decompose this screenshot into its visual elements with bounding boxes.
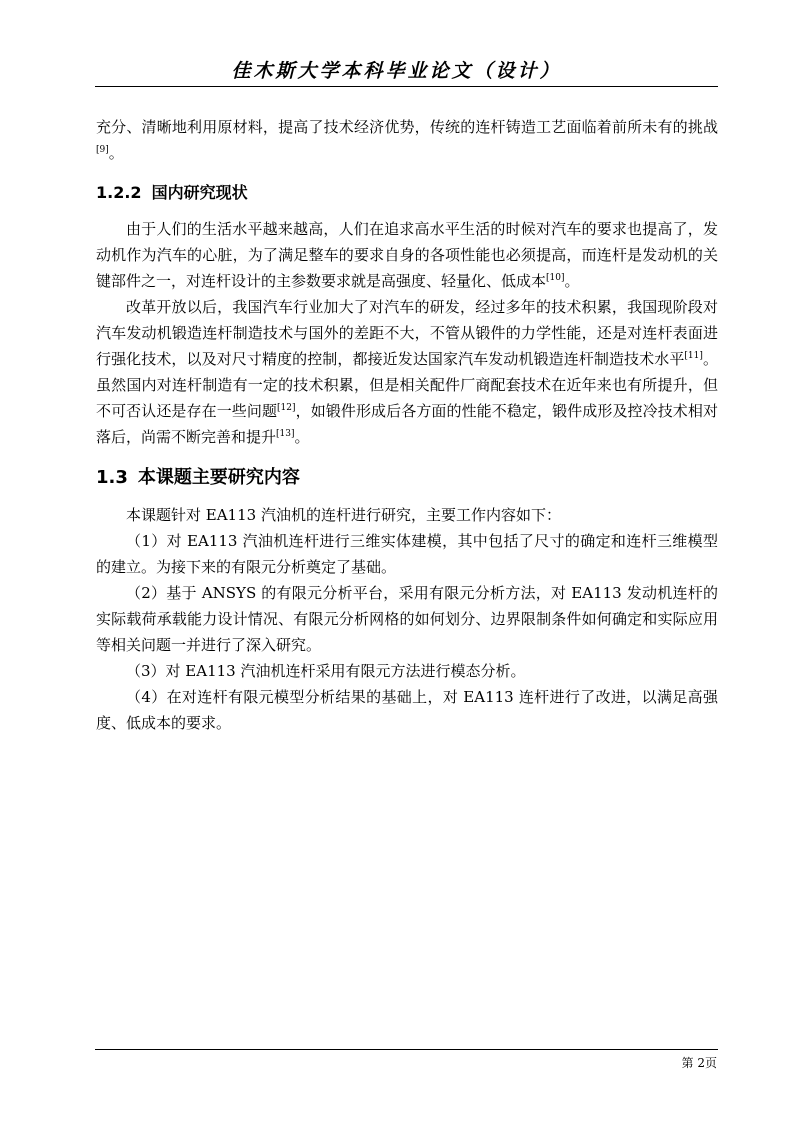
research-item-2: （2）基于 ANSYS 的有限元分析平台，采用有限元分析方法，对 EA113 发动机连杆的实际载荷承载能力设计情况、有限元分析网格的如何划分、边界限制条件如何确定和实际应用等相关问题一并进行了深入研究。 <box>96 584 718 654</box>
citation-ref: [10] <box>546 273 565 283</box>
page-header-title: 佳木斯大学本科毕业论文（设计） <box>231 60 562 82</box>
research-item-4: （4）在对连杆有限元模型分析结果的基础上，对 EA113 连杆进行了改进，以满足高强度、低成本的要求。 <box>96 688 718 732</box>
footer-rule <box>95 1049 718 1050</box>
research-item-3: （3）对 EA113 汽油机连杆采用有限元方法进行模态分析。 <box>126 662 526 680</box>
page-body <box>96 114 718 736</box>
paragraph-domestic-2: 改革开放以后，我国汽车行业加大了对汽车的研发，经过多年的技术积累，我国现阶段对汽车发动机锻造连杆制造技术与国外的差距不大，不管从锻件的力学性能，还是对连杆表面进行强化技术，以及对尺寸精度的控制，都接近发达国家汽车发动机锻造连杆制造技术水平[11]。虽然国内对连杆制造有一定的技术积累，但是相关配件厂商配套技术在近年来也有所提升，但不可否认还是存在一些问题[12]，如锻件形成后各方面的性能不稳定，锻件成形及控冷技术相对落后，尚需不断完善和提升[13]。 <box>96 298 718 446</box>
paragraph-domestic-1: 由于人们的生活水平越来越高，人们在追求高水平生活的时候对汽车的要求也提高了，发动机作为汽车的心脏，为了满足整车的要求自身的各项性能也必须提高，而连杆是发动机的关键部件之一，对连杆设计的主参数要求就是高强度、轻量化、低成本[10]。 <box>96 220 718 290</box>
research-item-1: （1）对 EA113 汽油机连杆进行三维实体建模，其中包括了尺寸的确定和连杆三维模型的建立。为接下来的有限元分析奠定了基础。 <box>96 532 718 576</box>
paragraph-continuation: 充分、清晰地利用原材料，提高了技术经济优势，传统的连杆铸造工艺面临着前所未有的挑战[9]。 <box>96 118 718 162</box>
section-heading-1-2-2: 1.2.2 国内研究现状 <box>96 183 248 202</box>
paragraph-research-intro: 本课题针对 EA113 汽油机的连杆进行研究，主要工作内容如下： <box>126 506 561 524</box>
citation-ref: [11] <box>684 351 703 361</box>
header-rule <box>95 86 718 87</box>
citation-ref: [12] <box>277 403 296 413</box>
citation-ref: [13] <box>276 429 295 439</box>
citation-ref: [9] <box>96 145 109 155</box>
section-heading-1-3: 1.3 本课题主要研究内容 <box>96 467 300 488</box>
page-number: 第 2页 <box>681 1056 717 1070</box>
